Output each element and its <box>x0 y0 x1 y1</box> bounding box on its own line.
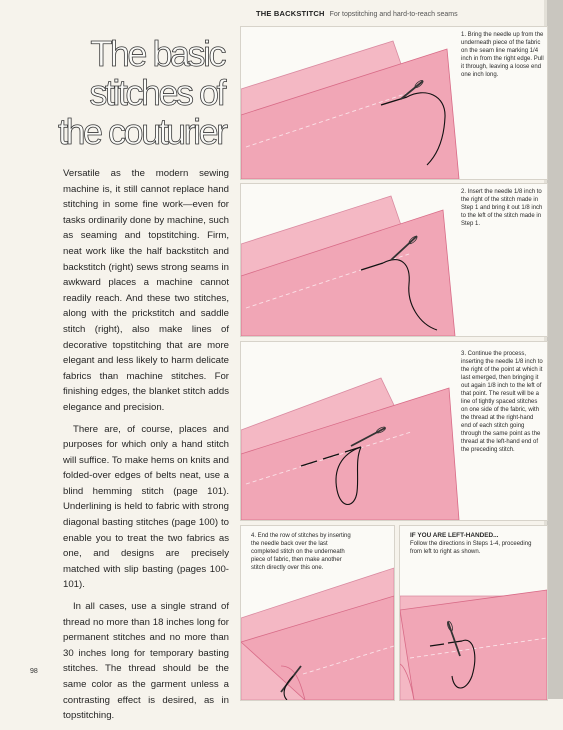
body-paragraph: In all cases, use a single strand of thread no more than 18 inches long for permanent stitches and no more than 30 inches long for temporary basting stitches. The thread should be the same color as the garment unless a contrasting effect is desired, as in topstitching. <box>63 601 229 722</box>
title-line: the couturier <box>58 111 226 152</box>
body-paragraph: There are, of course, places and purposes for which only a hand stitch will suffice. To make hems on knits and folded-over edges of belts neat, use a blind hemming stitch (page 101). Underlining is held to fabric with strong diagonal basting stitches (page 100) to enable you to treat the two fabrics as one, and designs are precisely matched with slip basting (pages 100-101). <box>63 423 229 591</box>
section-subtitle: For topstitching and hard-to-reach seams <box>329 11 458 18</box>
step-2-caption: 2. Insert the needle 1/8 inch to the right of the stitch made in Step 1 and bring it out 1/8 inch to the left of the stitch made in Step 1. <box>461 189 543 227</box>
step-1-caption: 1. Bring the needle up from the underneath piece of the fabric on the seam line marking 1/4 inch in from the right edge. Pull it through, leaving a loose end one inch long. <box>461 32 544 78</box>
page-number: 98 <box>30 668 38 675</box>
section-title: THE BACKSTITCH <box>256 9 325 18</box>
step-3-caption: 3. Continue the process, inserting the needle 1/8 inch to the right of the point at which it last emerged, then bringing it out again 1/8 inch to the left of that point. The result will be a line of tightly spaced stitches on one side of the fabric, with the thread at the right-hand end of each stitch going through the same point as the thread at the left-hand end of the preceding stitch. <box>461 351 543 453</box>
step-4-caption: 4. End the row of stitches by inserting the needle back over the last completed stitch on the underneath piece of fabric, then make another stitch directly over this one. <box>251 533 351 571</box>
step-4-panel <box>240 525 395 701</box>
page-edge <box>547 0 563 699</box>
left-handed-panel <box>399 525 548 701</box>
step-1-panel <box>240 26 548 180</box>
body-text <box>63 166 229 730</box>
title-line: The basic <box>90 33 224 74</box>
left-handed-title: IF YOU ARE LEFT-HANDED... <box>410 532 499 539</box>
title-line: stitches of <box>89 72 224 113</box>
step-2-panel <box>240 183 548 337</box>
left-handed-caption <box>410 532 536 556</box>
section-header <box>256 9 458 18</box>
body-paragraph: Versatile as the modern sewing machine is, it still cannot replace hand stitching in some fine work—even for tasks ordinarily done by machine, such as seaming and topstitching. Firm, neat work like the half backstitch and backstitch (right) sews strong seams in awkward places a machine cannot readily reach. And these two stitches, along with the prickstitch and saddle stitch (right), also make lines of decorative topstitching that are more elegant and less likely to harm delicate fabrics than machine stitches. For finishing edges, the blanket stitch adds elegance and precision. <box>63 168 229 413</box>
left-handed-text: Follow the directions in Steps 1-4, proceeding from left to right as shown. <box>410 541 532 555</box>
page-title <box>58 34 224 151</box>
step-3-panel <box>240 341 548 521</box>
